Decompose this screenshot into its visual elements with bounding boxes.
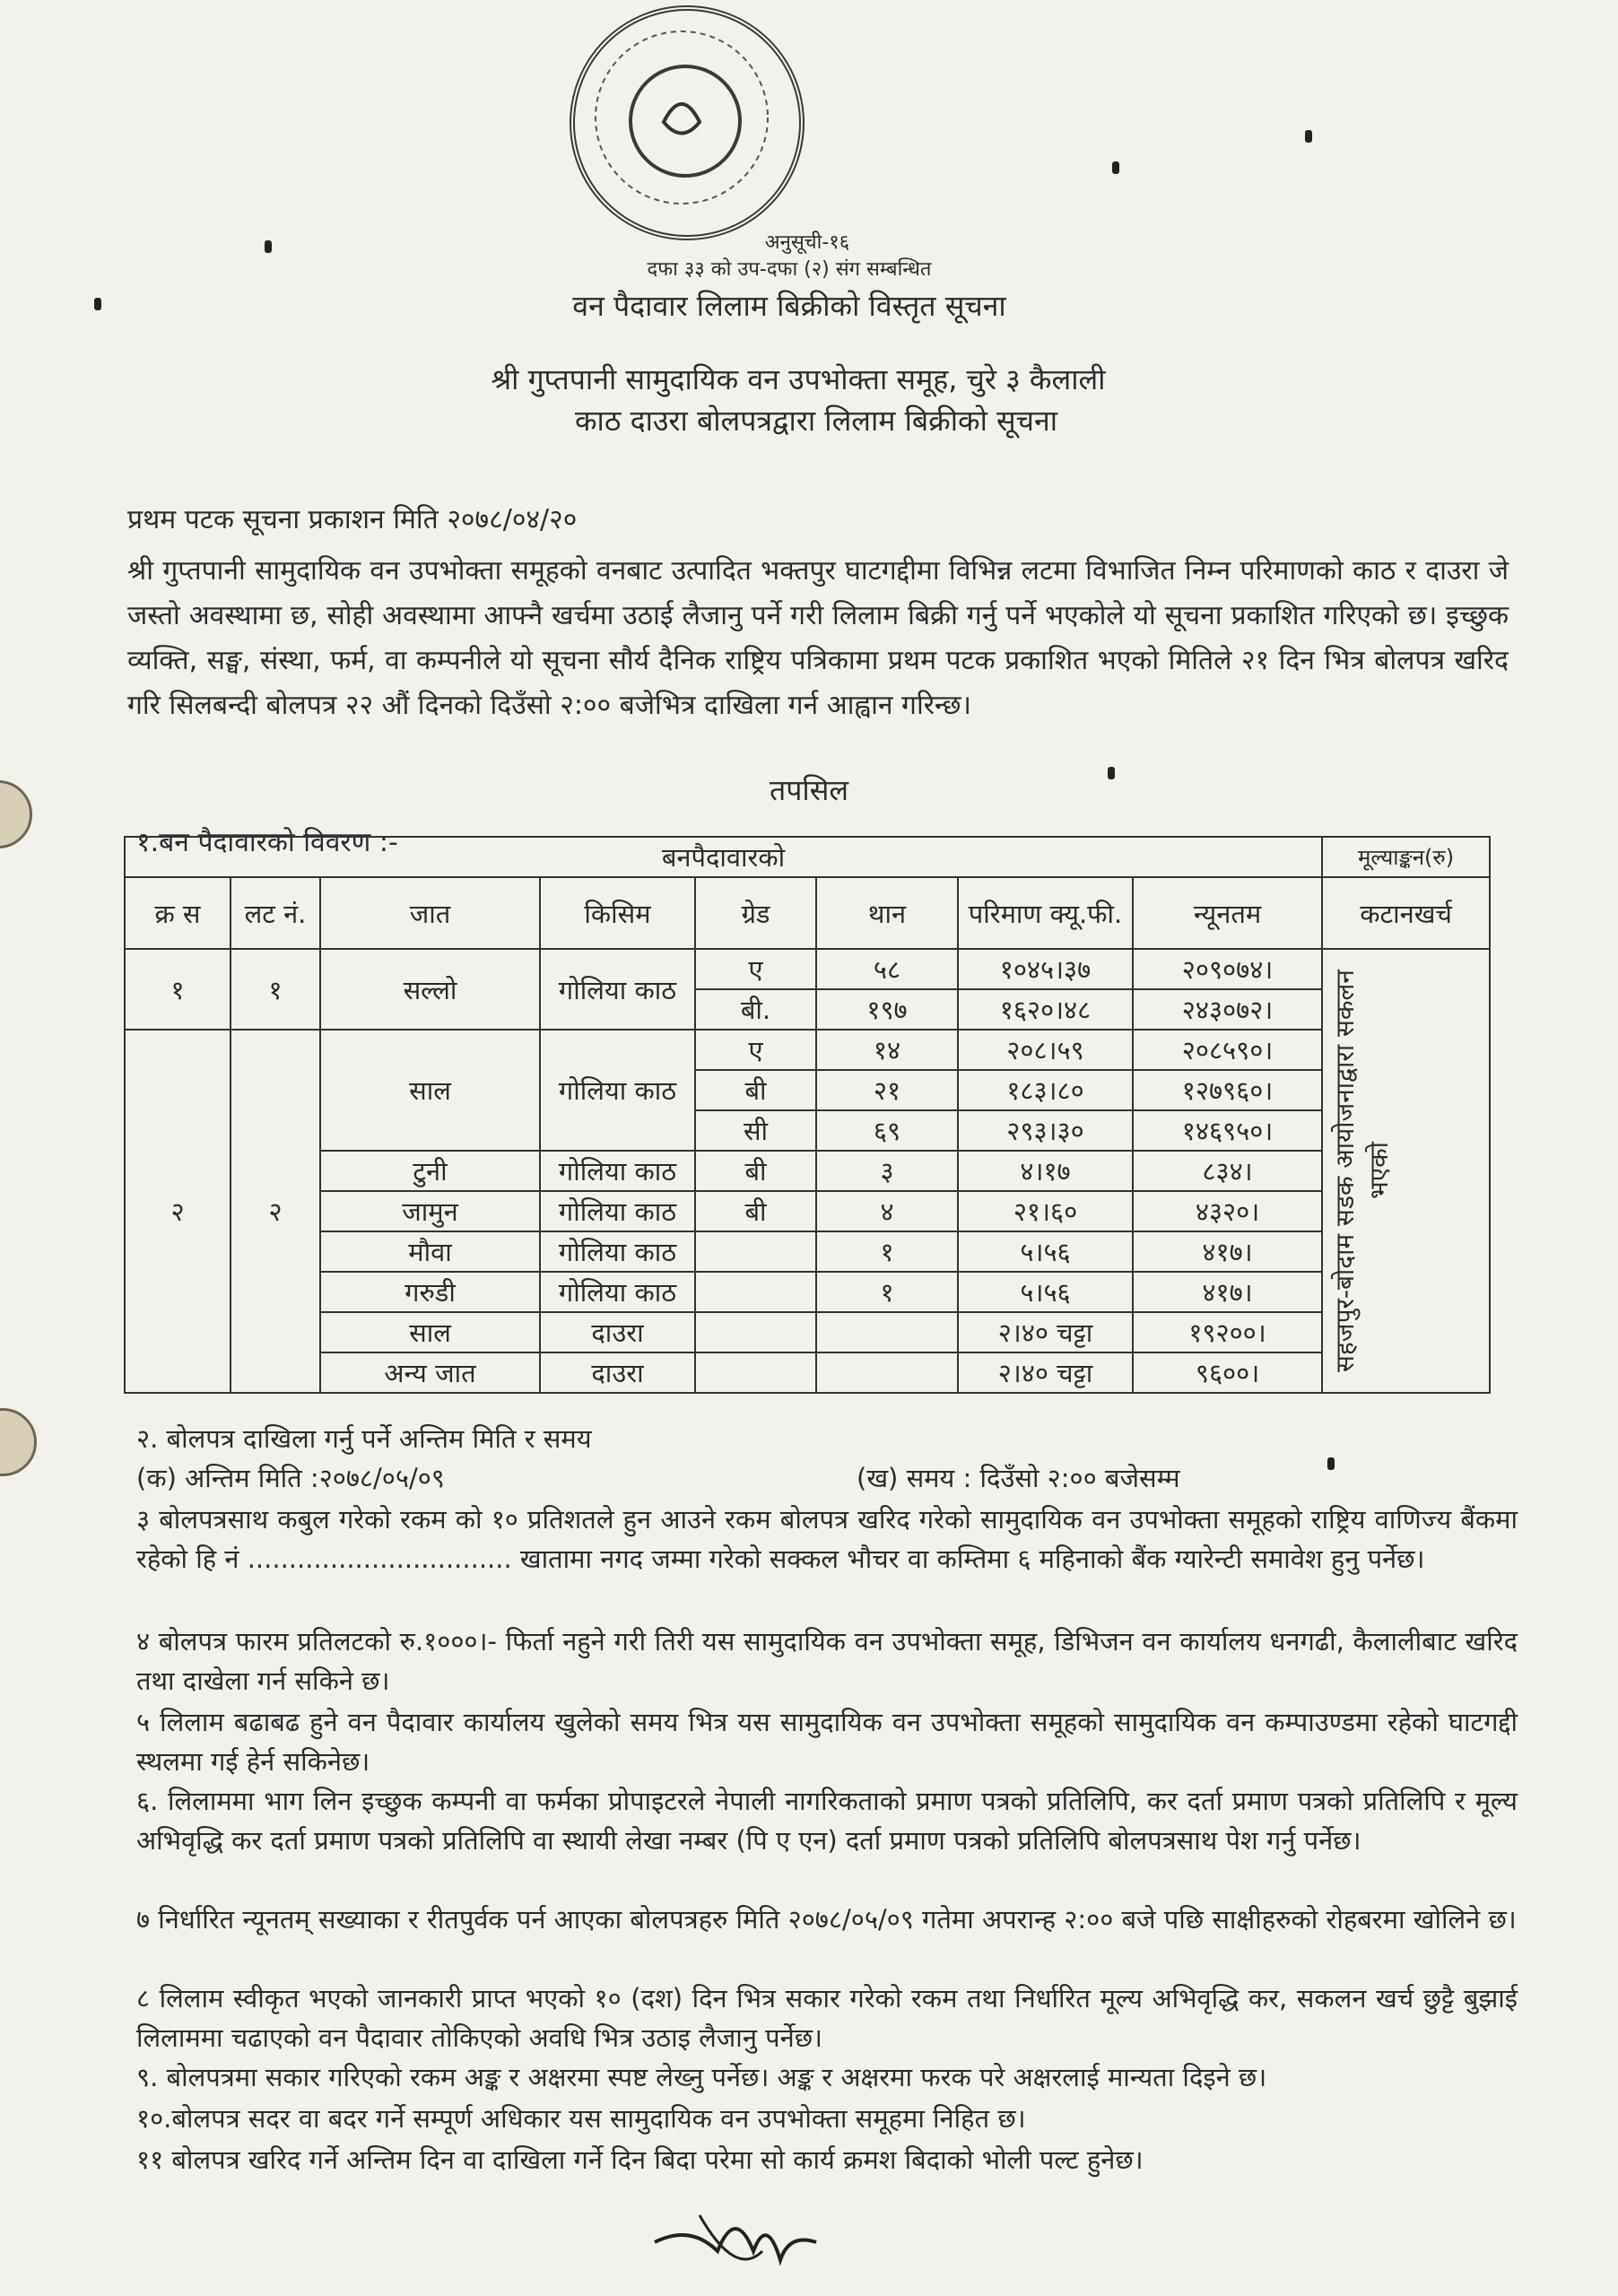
cell-minimum: २०८५९०। bbox=[1133, 1030, 1322, 1070]
cell-species: गरुडी bbox=[320, 1272, 540, 1312]
table-row bbox=[125, 1312, 1490, 1352]
cell-species: अन्य जात bbox=[320, 1352, 540, 1393]
speck bbox=[1108, 767, 1115, 779]
cell-grade bbox=[695, 1231, 816, 1272]
cell-minimum: ४१७। bbox=[1133, 1272, 1322, 1312]
cell-grade: ए bbox=[695, 949, 816, 989]
cell-volume: २०८।५९ bbox=[958, 1030, 1133, 1070]
cell-minimum: १२७९६०। bbox=[1133, 1070, 1322, 1110]
cell-volume: १०४५।३७ bbox=[958, 949, 1133, 989]
cell-minimum: २४३०७२। bbox=[1133, 989, 1322, 1030]
cell-count bbox=[816, 1352, 958, 1393]
cell-grade: बी. bbox=[695, 989, 816, 1030]
cell-species: साल bbox=[320, 1030, 540, 1151]
organization-seal bbox=[570, 5, 805, 240]
condition-5: ५ लिलाम बढाबढ हुने वन पैदावार कार्यालय खुलेको समय भित्र यस सामुदायिक वन उपभोक्ता समूहको सामुदायिक वन कम्पाउण्डमा रहेको घाटगद्दी स्थलमा गई हेर्न सकिनेछ। bbox=[136, 1707, 1518, 1777]
cell-volume: ५।५६ bbox=[958, 1231, 1133, 1272]
group-valuation-header: मूल्याङ्कन(रु) bbox=[1322, 837, 1490, 877]
cell-grade: बी bbox=[695, 1191, 816, 1231]
speck bbox=[94, 298, 101, 310]
condition-10: १०.बोलपत्र सदर वा बदर गर्ने सम्पूर्ण अधिकार यस सामुदायिक वन उपभोक्ता समूहमा निहित छ। bbox=[136, 2103, 1026, 2134]
forest-product-table bbox=[124, 836, 1491, 1394]
cell-sn: १ bbox=[125, 949, 231, 1030]
col-cutting: कटानखर्च bbox=[1322, 877, 1490, 949]
cell-type: गोलिया काठ bbox=[540, 1030, 695, 1151]
condition-7: ७ निर्धारित न्यूनतम् सख्याका र रीतपुर्वक पर्न आएका बोलपत्रहरु मिति २०७८/०५/०९ गतेमा अपरान्ह २:०० बजे पछि साक्षीहरुको रोहबरमा खोलिने छ। bbox=[136, 1904, 1517, 1935]
cell-grade: बी bbox=[695, 1070, 816, 1110]
intro-paragraph: श्री गुप्तपानी सामुदायिक वन उपभोक्ता समूहको वनबाट उत्पादित भक्तपुर घाटगद्दीमा विभिन्न लटमा विभाजित निम्न परिमाणको काठ र दाउरा जे जस्तो अवस्थामा छ, सोही अवस्थामा आफ्नै खर्चमा उठाई लैजानु पर्ने गरी लिलाम बिक्री गर्नु पर्ने भएकोले यो सूचना प्रकाशित गरिएको छ। इच्छुक व्यक्ति, सङ्घ, संस्था, फर्म, वा कम्पनीले यो सूचना सौर्य दैनिक राष्ट्रिय पत्रिकामा प्रथम पटक प्रकाशित भएको मितिले २१ दिन भित्र बोलपत्र खरिद गरि सिलबन्दी बोलपत्र २२ औं दिनको दिउँसो २:०० बजेभित्र दाखिला गर्न आह्वान गरिन्छ। bbox=[127, 555, 1509, 721]
table-row bbox=[125, 1352, 1490, 1393]
cell-grade bbox=[695, 1272, 816, 1312]
cell-type: गोलिया काठ bbox=[540, 1151, 695, 1191]
cell-volume: २।४० चट्टा bbox=[958, 1352, 1133, 1393]
table-row bbox=[125, 1191, 1490, 1231]
cell-lot: २ bbox=[231, 1030, 320, 1393]
cell-volume: १८३।८० bbox=[958, 1070, 1133, 1110]
organization-line: श्री गुप्तपानी सामुदायिक वन उपभोक्ता समूह, चुरे ३ कैलाली bbox=[491, 362, 1106, 396]
speck bbox=[265, 240, 272, 253]
table-row bbox=[125, 1151, 1490, 1191]
cell-species: साल bbox=[320, 1312, 540, 1352]
condition-2b-time: (ख) समय : दिउँसो २:०० बजेसम्म bbox=[857, 1463, 1180, 1493]
cell-type: गोलिया काठ bbox=[540, 1191, 695, 1231]
condition-11: ११ बोलपत्र खरिद गर्ने अन्तिम दिन वा दाखिला गर्ने दिन बिदा परेमा सो कार्य क्रमश बिदाको भोली पल्ट हुनेछ। bbox=[136, 2144, 1144, 2175]
condition-3: ३ बोलपत्रसाथ कबुल गरेको रकम को १० प्रतिशतले हुन आउने रकम बोलपत्र खरिद गरेको सामुदायिक वन उपभोक्ता समूहको राष्ट्रिय वाणिज्य बैंकमा रहेको हि नं ................................ खातामा नगद जम्मा गरेको सक्कल भौचर वा कम्तिमा ६ महिनाको बैंक ग्यारेन्टी समावेश हुनु पर्नेछ। bbox=[136, 1504, 1518, 1574]
annex-label: अनुसूची-१६ bbox=[764, 231, 850, 254]
cell-type: गोलिया काठ bbox=[540, 1231, 695, 1272]
cell-grade: सी bbox=[695, 1110, 816, 1151]
condition-9: ९. बोलपत्रमा सकार गरिएको रकम अङ्क र अक्षरमा स्पष्ट लेख्नु पर्नेछ। अङ्क र अक्षरमा फरक परे अक्षरलाई मान्यता दिइने छ। bbox=[136, 2062, 1267, 2092]
condition-4: ४ बोलपत्र फारम प्रतिलटको रु.१०००।- फिर्ता नहुने गरी तिरी यस सामुदायिक वन उपभोक्ता समूह, डिभिजन वन कार्यालय धनगढी, कैलालीबाट खरिद तथा दाखेला गर्न सकिने छ। bbox=[136, 1626, 1518, 1696]
speck bbox=[1305, 130, 1312, 143]
col-type: किसिम bbox=[540, 877, 695, 949]
col-minimum: न्यूनतम bbox=[1133, 877, 1322, 949]
col-grade: ग्रेड bbox=[695, 877, 816, 949]
cell-type: दाउरा bbox=[540, 1352, 695, 1393]
cell-cutting-note bbox=[1322, 949, 1490, 1393]
condition-6: ६. लिलाममा भाग लिन इच्छुक कम्पनी वा फर्मका प्रोपाइटरले नेपाली नागरिकताको प्रमाण पत्रको प्रतिलिपि, कर दर्ता प्रमाण पत्रको प्रतिलिपि र मूल्य अभिवृद्धि कर दर्ता प्रमाण पत्रको प्रतिलिपि वा स्थायी लेखा नम्बर (पि ए एन) दर्ता प्रमाण पत्रको प्रतिलिपि बोलपत्रसाथ पेश गर्नु पर्नेछ। bbox=[136, 1786, 1518, 1856]
cell-species: मौवा bbox=[320, 1231, 540, 1272]
cell-grade: बी bbox=[695, 1151, 816, 1191]
cell-volume: २।४० चट्टा bbox=[958, 1312, 1133, 1352]
cell-count: १ bbox=[816, 1231, 958, 1272]
cell-sn: २ bbox=[125, 1030, 231, 1393]
condition-2a-date: (क) अन्तिम मिति :२०७८/०५/०९ bbox=[136, 1463, 445, 1493]
clause-reference: दफा ३३ को उप-दफा (२) संग सम्बन्धित bbox=[647, 258, 932, 281]
cell-count: २१ bbox=[816, 1070, 958, 1110]
cell-minimum: ४१७। bbox=[1133, 1231, 1322, 1272]
table-row bbox=[125, 1272, 1490, 1312]
col-species: जात bbox=[320, 877, 540, 949]
col-sn: क्र स bbox=[125, 877, 231, 949]
sub-title: काठ दाउरा बोलपत्रद्वारा लिलाम बिक्रीको सूचना bbox=[574, 404, 1058, 438]
cell-grade bbox=[695, 1352, 816, 1393]
cell-count: ३ bbox=[816, 1151, 958, 1191]
cell-grade: ए bbox=[695, 1030, 816, 1070]
table-group-header-row bbox=[125, 837, 1490, 877]
cell-minimum: ४३२०। bbox=[1133, 1191, 1322, 1231]
cell-grade bbox=[695, 1312, 816, 1352]
cell-species: टुनी bbox=[320, 1151, 540, 1191]
cell-volume: ४।१७ bbox=[958, 1151, 1133, 1191]
main-title: वन पैदावार लिलाम बिक्रीको विस्तृत सूचना bbox=[572, 289, 1006, 323]
cell-count: ४ bbox=[816, 1191, 958, 1231]
cell-type: गोलिया काठ bbox=[540, 1272, 695, 1312]
cell-species: जामुन bbox=[320, 1191, 540, 1231]
col-volume: परिमाण क्यू.फी. bbox=[958, 877, 1133, 949]
cell-minimum: २०९०७४। bbox=[1133, 949, 1322, 989]
condition-8: ८ लिलाम स्वीकृत भएको जानकारी प्राप्त भएको १० (दश) दिन भित्र सकार गरेको रकम तथा निर्धारित मूल्य अभिवृद्धि कर, सकलन खर्च छुट्टै बुझाई लिलाममा चढाएको वन पैदावार तोकिएको अवधि भित्र उठाइ लैजानु पर्नेछ। bbox=[136, 1983, 1518, 2053]
table-row bbox=[125, 1231, 1490, 1272]
cell-lot: १ bbox=[231, 949, 320, 1030]
cutting-note: सहजपुर-बोदाम सडक आयोजनाद्वारा सकलन भएको bbox=[1330, 970, 1395, 1372]
cell-count: १९७ bbox=[816, 989, 958, 1030]
section-1-title: १.बन पैदावारको विवरण :- bbox=[136, 827, 398, 858]
cell-count: १ bbox=[816, 1272, 958, 1312]
cell-minimum: १४६९५०। bbox=[1133, 1110, 1322, 1151]
cell-type: गोलिया काठ bbox=[540, 949, 695, 1030]
punch-hole-bottom bbox=[0, 1408, 37, 1476]
cell-count: ६९ bbox=[816, 1110, 958, 1151]
col-lot: लट नं. bbox=[231, 877, 320, 949]
condition-2: २. बोलपत्र दाखिला गर्नु पर्ने अन्तिम मिति र समय bbox=[136, 1423, 592, 1454]
cell-volume: २९३।३० bbox=[958, 1110, 1133, 1151]
table-row bbox=[125, 949, 1490, 989]
cell-volume: १६२०।४८ bbox=[958, 989, 1133, 1030]
table-row bbox=[125, 1030, 1490, 1070]
cell-volume: ५।५६ bbox=[958, 1272, 1133, 1312]
schedule-heading: तपसिल bbox=[770, 773, 849, 807]
table-header-row bbox=[125, 877, 1490, 949]
col-count: थान bbox=[816, 877, 958, 949]
cell-count: १४ bbox=[816, 1030, 958, 1070]
cell-minimum: ९६००। bbox=[1133, 1352, 1322, 1393]
cell-type: दाउरा bbox=[540, 1312, 695, 1352]
cell-volume: २१।६० bbox=[958, 1191, 1133, 1231]
group-product-header: बनपैदावारको bbox=[125, 837, 1322, 877]
signature bbox=[646, 2188, 843, 2287]
first-notice-date: प्रथम पटक सूचना प्रकाशन मिति २०७८/०४/२० bbox=[127, 504, 578, 535]
punch-hole-top bbox=[0, 780, 32, 848]
cell-species: सल्लो bbox=[320, 949, 540, 1030]
cell-count bbox=[816, 1312, 958, 1352]
cell-count: ५८ bbox=[816, 949, 958, 989]
speck bbox=[1112, 161, 1119, 174]
cell-minimum: १९२००। bbox=[1133, 1312, 1322, 1352]
cell-minimum: ८३४। bbox=[1133, 1151, 1322, 1191]
seal-ring-icon bbox=[570, 5, 794, 230]
